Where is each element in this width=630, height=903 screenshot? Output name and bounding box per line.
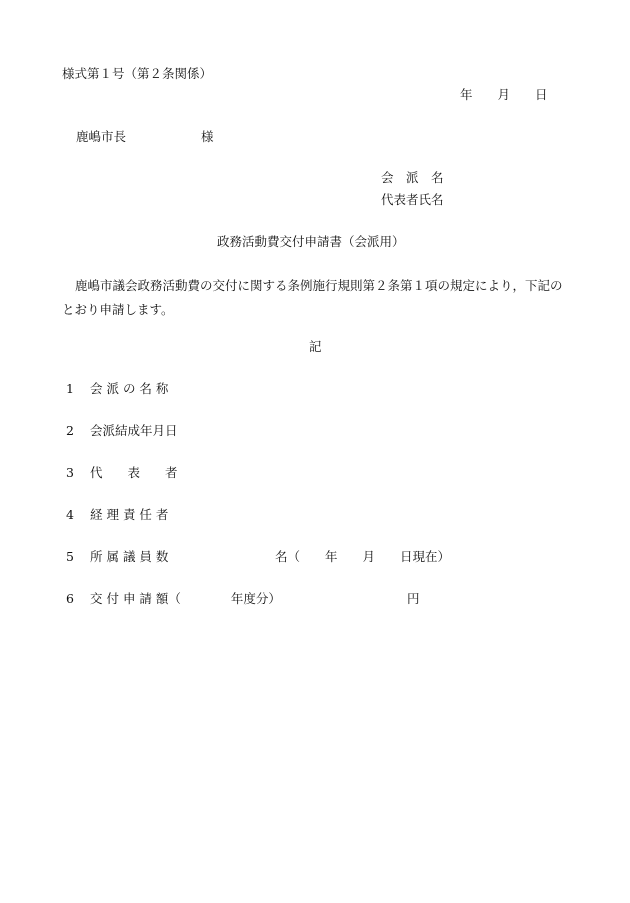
item-number: 2 xyxy=(66,423,74,438)
item-number: 5 xyxy=(66,549,74,564)
group-name-label: 会 派 名 xyxy=(381,170,444,185)
addressee: 鹿嶋市長 様 xyxy=(76,129,214,144)
item-label: 会派結成年月日 xyxy=(90,423,178,438)
date-line: 年 月 日 xyxy=(460,87,548,102)
item-label: 会 派 の 名 称 xyxy=(90,381,169,396)
item-label: 交 付 申 請 額（ 年度分） xyxy=(90,591,281,606)
item-number: 6 xyxy=(66,591,74,606)
document-title: 政務活動費交付申請書（会派用） xyxy=(217,234,405,249)
item-label: 代 表 者 xyxy=(90,465,178,480)
item-number: 3 xyxy=(66,465,74,480)
item-number: 1 xyxy=(66,381,74,396)
item-label: 経 理 責 任 者 xyxy=(90,507,169,522)
item-label: 所 属 議 員 数 xyxy=(90,549,169,564)
form-number: 様式第１号（第２条関係） xyxy=(62,66,213,81)
amount-unit: 円 xyxy=(407,591,420,606)
ki-heading: 記 xyxy=(309,339,322,354)
representative-name-label: 代表者氏名 xyxy=(381,192,444,207)
member-count-field: 名（ 年 月 日現在） xyxy=(275,549,451,564)
item-number: 4 xyxy=(66,507,74,522)
body-paragraph: 鹿嶋市議会政務活動費の交付に関する条例施行規則第２条第１項の規定により，下記のとおり申請します。 xyxy=(62,278,563,317)
